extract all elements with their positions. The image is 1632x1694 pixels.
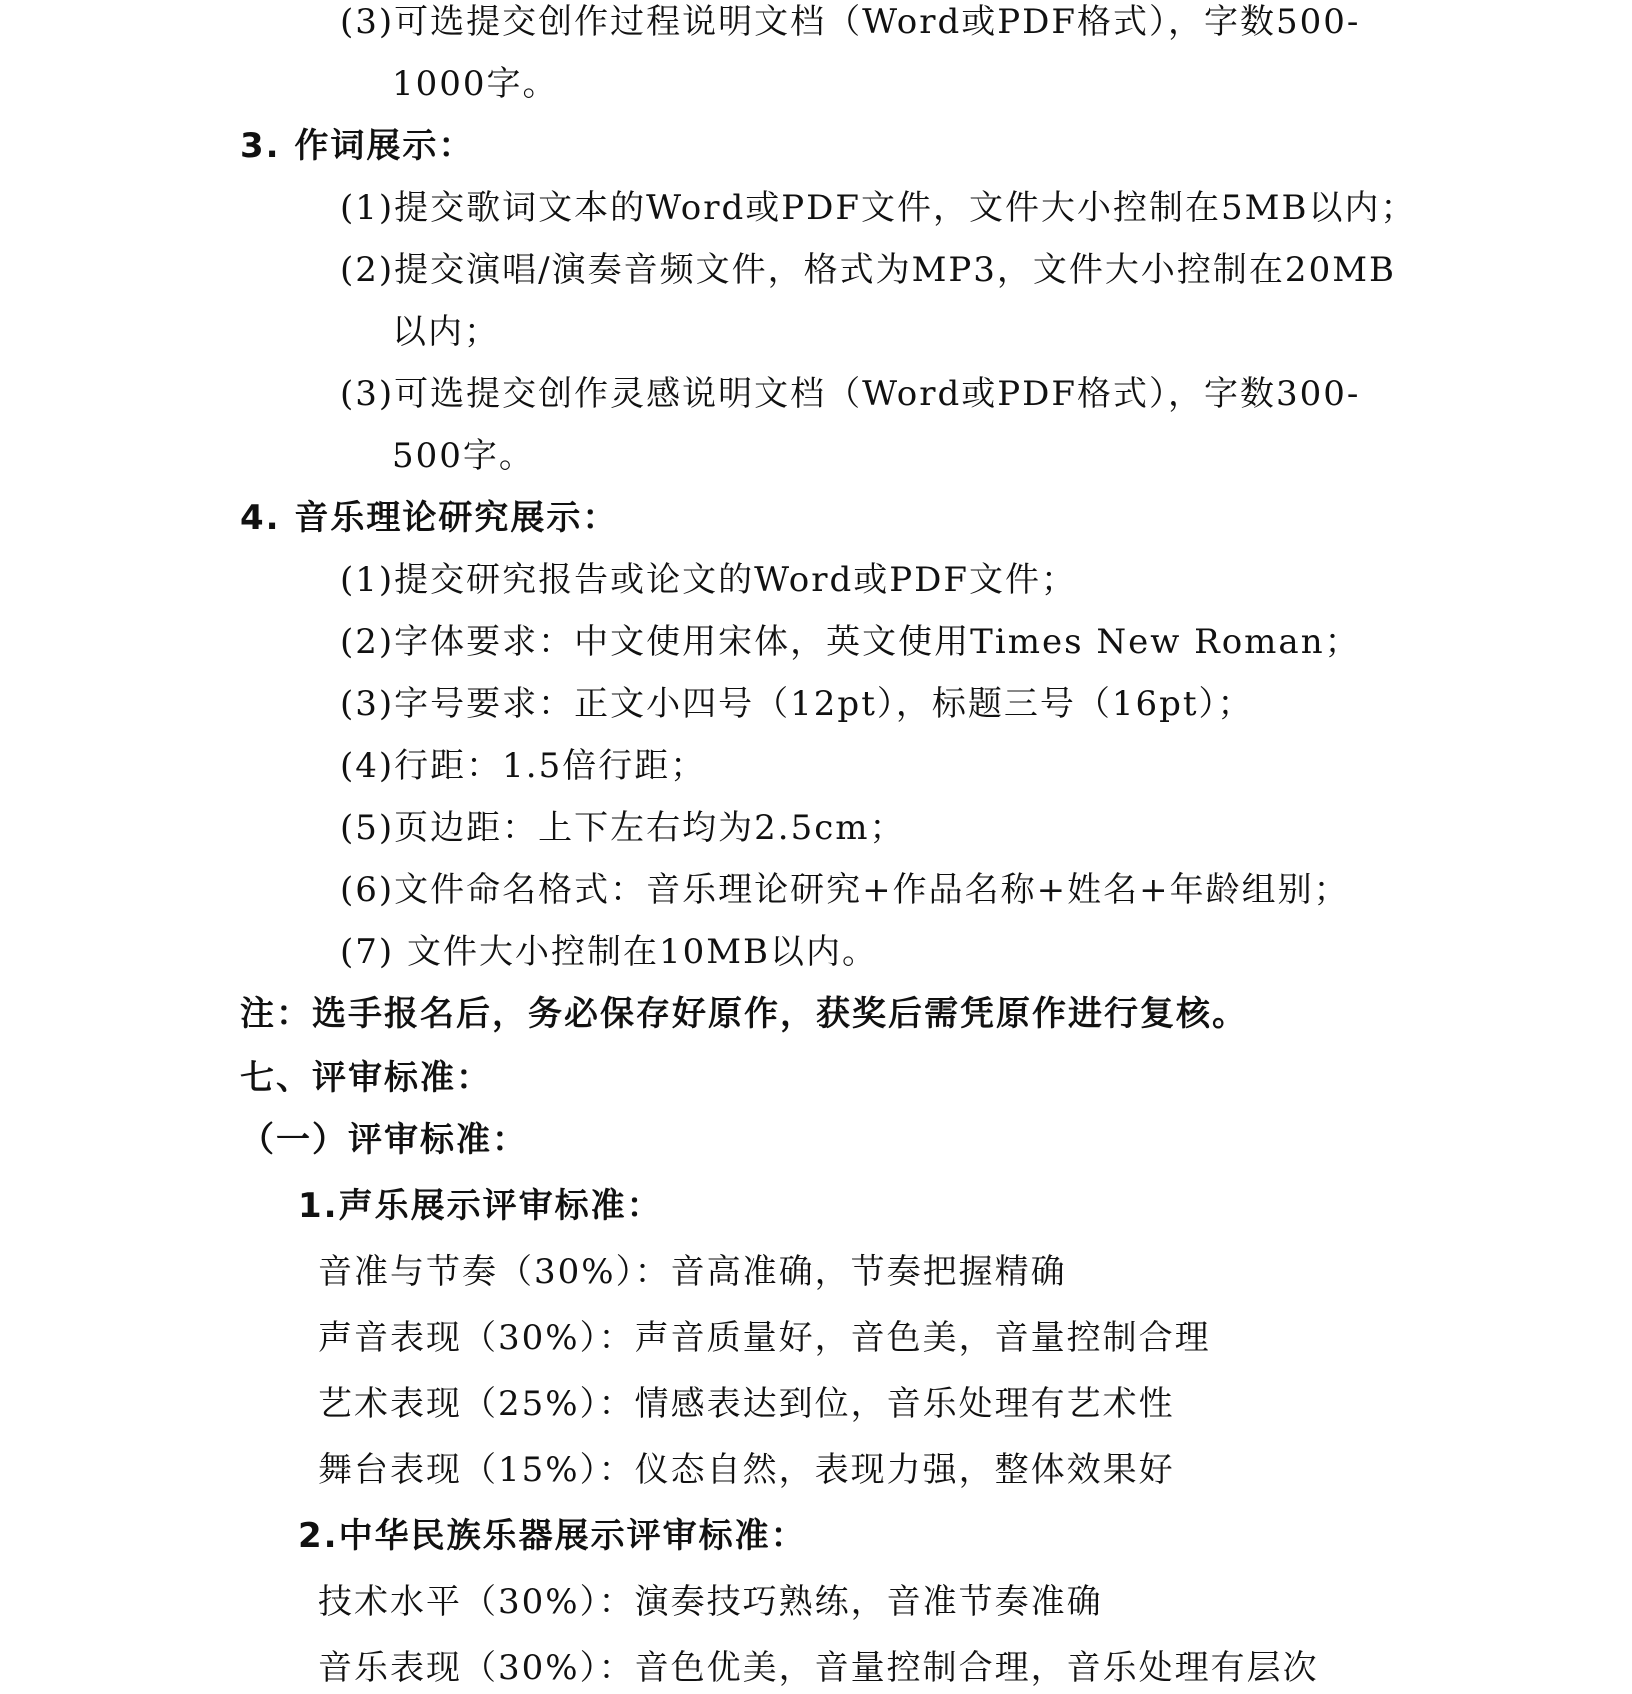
text-line: (5)页边距：上下左右均为2.5cm；	[340, 808, 906, 848]
text-line: 艺术表现（25%）：情感表达到位，音乐处理有艺术性	[318, 1384, 1175, 1424]
text-line: (2)字体要求：中文使用宋体，英文使用Times New Roman；	[340, 622, 1361, 662]
text-line: (1)提交歌词文本的Word或PDF文件，文件大小控制在5MB以内；	[340, 188, 1417, 228]
section-heading: 3. 作词展示：	[240, 126, 475, 166]
sub-heading: 2.中华民族乐器展示评审标准：	[298, 1516, 807, 1556]
text-line: 500字。	[392, 436, 535, 476]
note-line: 注：选手报名后，务必保存好原作，获奖后需凭原作进行复核。	[240, 994, 1248, 1034]
text-line: (6)文件命名格式：音乐理论研究+作品名称+姓名+年龄组别；	[340, 870, 1350, 910]
section-heading: 七、评审标准：	[240, 1058, 492, 1098]
text-line: 1000字。	[392, 64, 559, 104]
text-line: 音乐表现（30%）：音色优美，音量控制合理，音乐处理有层次	[318, 1648, 1319, 1688]
section-heading: 4. 音乐理论研究展示：	[240, 498, 619, 538]
text-line: (2)提交演唱/演奏音频文件，格式为MP3，文件大小控制在20MB	[340, 250, 1396, 290]
text-line: 音准与节奏（30%）：音高准确，节奏把握精确	[318, 1252, 1067, 1292]
text-line: (7) 文件大小控制在10MB以内。	[340, 932, 879, 972]
text-line: 舞台表现（15%）：仪态自然，表现力强，整体效果好	[318, 1450, 1175, 1490]
sub-heading: （一）评审标准：	[240, 1120, 528, 1160]
text-line: (1)提交研究报告或论文的Word或PDF文件；	[340, 560, 1078, 600]
text-line: (3)字号要求：正文小四号（12pt），标题三号（16pt）；	[340, 684, 1254, 724]
text-line: 声音表现（30%）：声音质量好，音色美，音量控制合理	[318, 1318, 1211, 1358]
text-line: (3)可选提交创作过程说明文档（Word或PDF格式），字数500-	[340, 2, 1361, 42]
sub-heading: 1.声乐展示评审标准：	[298, 1186, 663, 1226]
text-line: (3)可选提交创作灵感说明文档（Word或PDF格式），字数300-	[340, 374, 1361, 414]
text-line: (4)行距：1.5倍行距；	[340, 746, 707, 786]
text-line: 技术水平（30%）：演奏技巧熟练，音准节奏准确	[318, 1582, 1103, 1622]
text-line: 以内；	[392, 312, 500, 352]
